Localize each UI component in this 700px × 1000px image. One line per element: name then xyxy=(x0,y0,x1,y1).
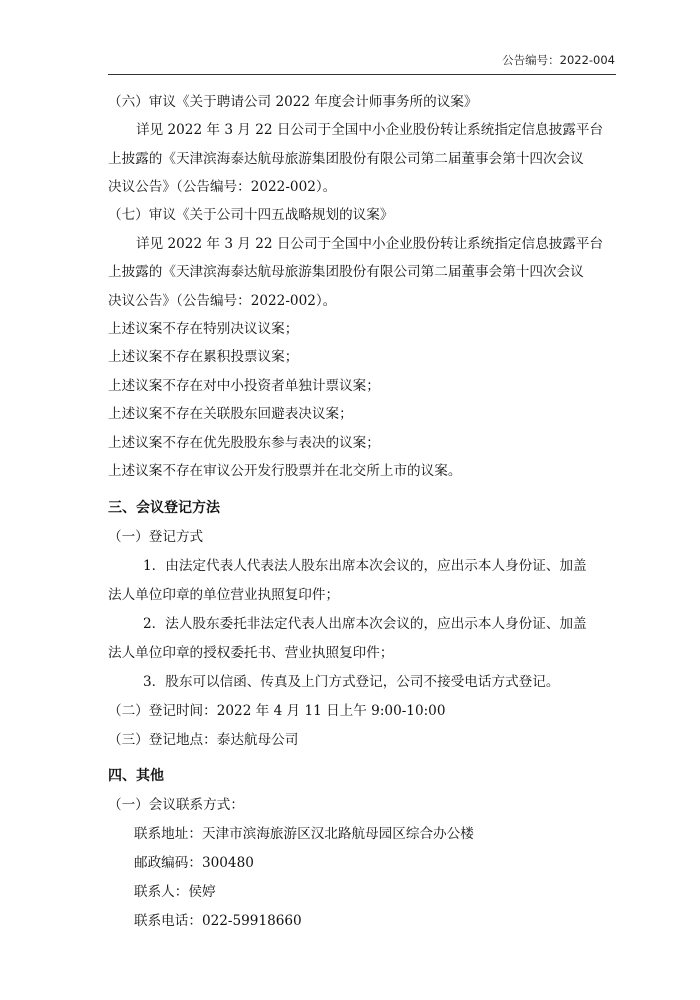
agenda-item-7-title: （七）审议《关于公司十四五战略规划的议案》 xyxy=(108,207,394,223)
paragraph-line: 3．股东可以信函、传真及上门方式登记，公司不接受电话方式登记。 xyxy=(143,674,560,690)
registration-place: （三）登记地点：泰达航母公司 xyxy=(108,732,299,748)
paragraph-line: 法人单位印章的授权委托书、营业执照复印件； xyxy=(108,645,394,661)
header-divider xyxy=(108,74,616,75)
statement-line: 上述议案不存在特别决议议案； xyxy=(108,321,299,337)
registration-time: （二）登记时间：2022 年 4 月 11 日上午 9:00-10:00 xyxy=(108,703,446,719)
statement-line: 上述议案不存在优先股股东参与表决的议案； xyxy=(108,435,380,451)
contact-postcode: 邮政编码：300480 xyxy=(134,855,254,871)
paragraph-line: 上披露的《天津滨海泰达航母旅游集团股份有限公司第二届董事会第十四次会议 xyxy=(108,264,584,280)
paragraph-line: 详见 2022 年 3 月 22 日公司于全国中小企业股份转让系统指定信息披露平台 xyxy=(136,122,604,138)
contact-phone: 联系电话：022-59918660 xyxy=(134,913,302,929)
section-4-heading: 四、其他 xyxy=(108,768,164,784)
paragraph-line: 上披露的《天津滨海泰达航母旅游集团股份有限公司第二届董事会第十四次会议 xyxy=(108,151,584,167)
paragraph-line: 2．法人股东委托非法定代表人出席本次会议的，应出示本人身份证、加盖 xyxy=(143,616,587,632)
paragraph-line: 法人单位印章的单位营业执照复印件； xyxy=(108,587,340,603)
subsection-title: （一）登记方式 xyxy=(108,529,204,545)
paragraph-line: 决议公告》（公告编号：2022-002）。 xyxy=(108,179,337,195)
paragraph-line: 1．由法定代表人代表法人股东出席本次会议的，应出示本人身份证、加盖 xyxy=(143,558,587,574)
statement-line: 上述议案不存在对中小投资者单独计票议案； xyxy=(108,378,380,394)
statement-line: 上述议案不存在审议公开发行股票并在北交所上市的议案。 xyxy=(108,463,462,479)
paragraph-line: 详见 2022 年 3 月 22 日公司于全国中小企业股份转让系统指定信息披露平台 xyxy=(136,236,604,252)
statement-line: 上述议案不存在关联股东回避表决议案； xyxy=(108,406,353,422)
document-number: 公告编号：2022-004 xyxy=(502,53,615,67)
section-3-heading: 三、会议登记方法 xyxy=(108,500,220,516)
subsection-title: （一）会议联系方式： xyxy=(108,797,244,813)
statement-line: 上述议案不存在累积投票议案； xyxy=(108,349,299,365)
agenda-item-6-title: （六）审议《关于聘请公司 2022 年度会计师事务所的议案》 xyxy=(108,94,478,110)
contact-person: 联系人：侯婷 xyxy=(134,884,216,900)
paragraph-line: 决议公告》（公告编号：2022-002）。 xyxy=(108,293,337,309)
contact-address: 联系地址：天津市滨海旅游区汉北路航母园区综合办公楼 xyxy=(134,826,474,842)
